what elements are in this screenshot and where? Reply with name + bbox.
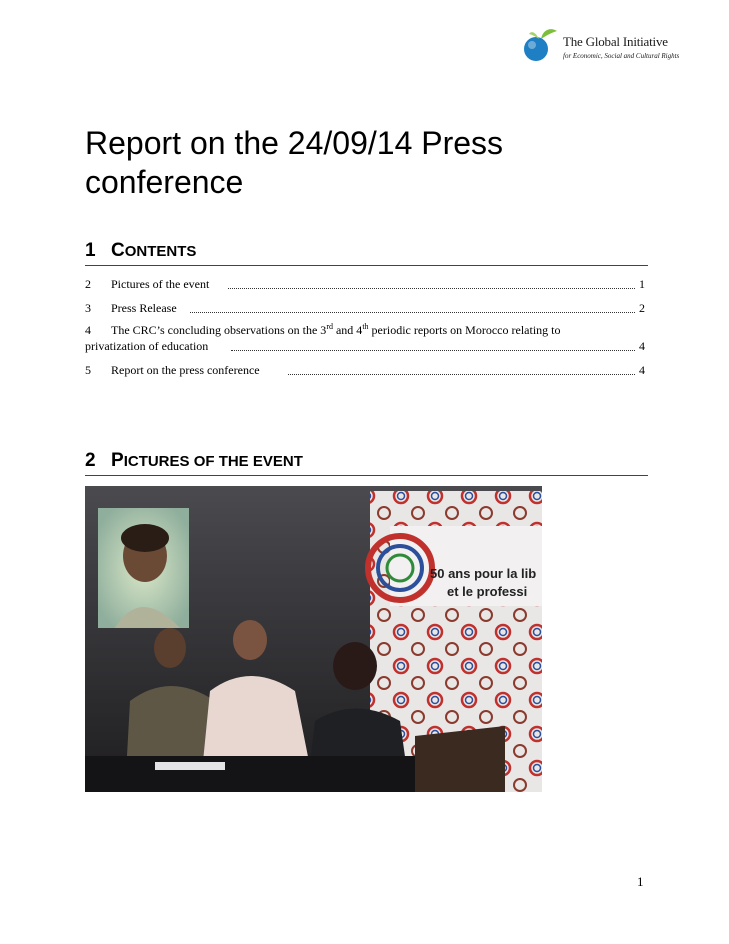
toc-leader — [228, 286, 635, 289]
heading-number: 1 — [85, 240, 96, 261]
toc-entry[interactable] — [85, 276, 645, 292]
toc-leader — [288, 372, 635, 375]
heading-number: 2 — [85, 450, 96, 471]
toc-number: 3 — [85, 301, 91, 315]
toc-page: 4 — [639, 363, 645, 377]
banner-text-line1: 50 ans pour la lib — [430, 566, 537, 581]
toc-title[interactable]: Pictures of the event — [111, 277, 210, 291]
heading-rest: ONTENTS — [124, 243, 197, 260]
heading-initial: C — [111, 240, 125, 261]
toc-leader — [231, 348, 635, 351]
toc-number: 5 — [85, 363, 91, 377]
toc-leader — [190, 310, 635, 313]
toc-title-continued[interactable]: privatization of education — [85, 339, 209, 353]
toc-title[interactable]: The CRC’s concluding observations on the 3rd and 4th periodic reports on Morocco relating to — [111, 322, 561, 337]
org-logo — [521, 25, 711, 65]
toc-title[interactable]: Report on the press conference — [111, 363, 260, 377]
event-photo — [85, 486, 542, 792]
toc-entry[interactable] — [85, 322, 645, 356]
toc-page: 2 — [639, 301, 645, 315]
contents-heading — [85, 240, 648, 266]
toc-page: 1 — [639, 277, 645, 291]
org-tagline: for Economic, Social and Cultural Rights — [563, 52, 680, 60]
page-title: Report on the 24/09/14 Press conference — [85, 125, 504, 200]
toc-number: 2 — [85, 277, 91, 291]
banner-text-line2: et le professi — [447, 584, 528, 599]
pictures-heading — [85, 450, 648, 476]
toc-title[interactable]: Press Release — [111, 301, 177, 315]
toc-entry[interactable] — [85, 300, 645, 316]
toc-number: 4 — [85, 323, 91, 337]
toc-page: 4 — [639, 339, 645, 353]
page-number: 1 — [637, 874, 644, 889]
toc-entry[interactable] — [85, 362, 645, 378]
globe-leaf-icon — [521, 25, 561, 63]
org-name: The Global Initiative — [563, 34, 668, 49]
heading-rest: ICTURES OF THE EVENT — [123, 453, 303, 470]
heading-initial: P — [111, 450, 124, 471]
